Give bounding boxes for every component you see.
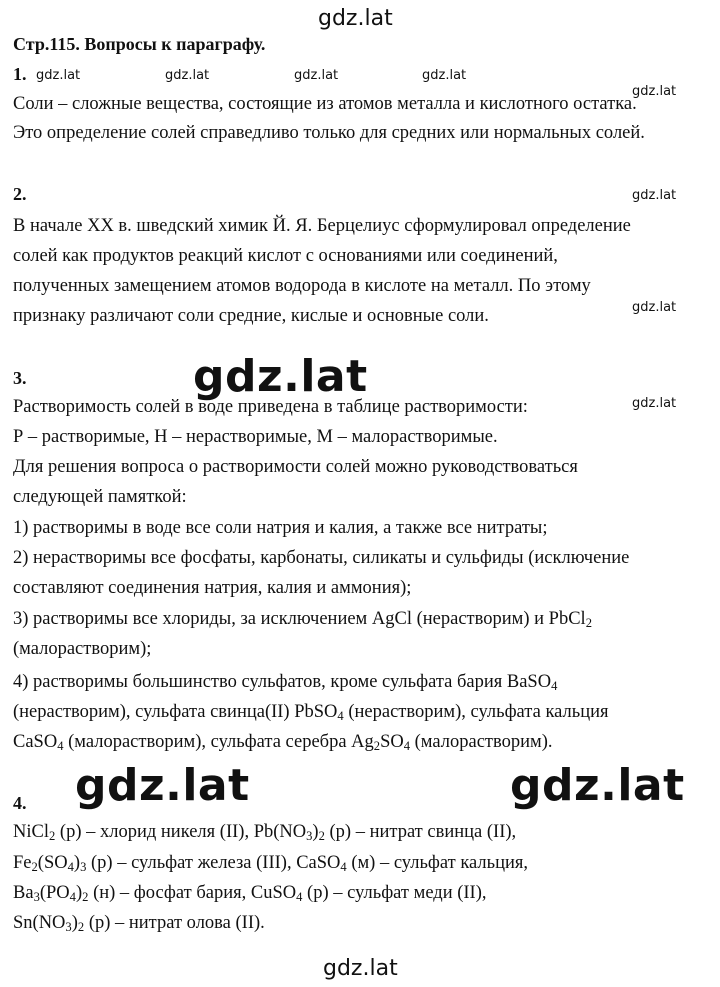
answer-line: 1) растворимы в воде все соли натрия и калия, а также все нитраты; — [13, 518, 548, 538]
answer-line: Это определение солей справедливо только для средних или нормальных солей. — [13, 123, 645, 143]
answer-line: $Ba_3(PO_4)_2$ (н) – фосфат бария, CuSO$_4$ (р) – сульфат меди (II), — [13, 883, 487, 905]
answer-line: (нерастворим), сульфата свинца(II) PbSO$_4$ (нерастворим), сульфата кальция — [13, 702, 609, 724]
answer-line: Р – растворимые, Н – нерастворимые, М – малорастворимые. — [13, 427, 498, 447]
answer-line: солей как продуктов реакций кислот с основаниями или соединений, — [13, 246, 558, 266]
watermark-small: gdz.lat — [632, 188, 677, 203]
answer-line: 2) нерастворимы все фосфаты, карбонаты, силикаты и сульфиды (исключение — [13, 548, 630, 568]
answer-line: 4) растворимы большинство сульфатов, кроме сульфата бария BaSO$_4$ — [13, 672, 558, 694]
watermark-small: gdz.lat — [36, 68, 81, 83]
answer-line: Для решения вопроса о растворимости солей можно руководствоваться — [13, 457, 578, 477]
question-number: 3. — [13, 368, 27, 388]
question-number: 2. — [13, 184, 27, 204]
question-number: 1. — [13, 64, 27, 84]
watermark-small: gdz.lat — [165, 68, 210, 83]
answer-line: составляют соединения натрия, калия и аммония); — [13, 578, 412, 598]
watermark-small: gdz.lat — [632, 300, 677, 315]
watermark-top: gdz.lat — [318, 6, 393, 31]
answer-line: Соли – сложные вещества, состоящие из атомов металла и кислотного остатка. — [13, 94, 637, 114]
answer-line: Растворимость солей в воде приведена в таблице растворимости: — [13, 397, 528, 417]
watermark-large: gdz.lat — [75, 760, 250, 811]
answer-line: признаку различают соли средние, кислые и основные соли. — [13, 306, 489, 326]
watermark-small: gdz.lat — [294, 68, 339, 83]
watermark-bottom: gdz.lat — [323, 956, 398, 981]
answer-line: CaSO$_4$ (малорастворим), сульфата серебра $Ag_2SO_4$ (малорастворим). — [13, 732, 553, 754]
watermark-small: gdz.lat — [632, 396, 677, 411]
watermark-small: gdz.lat — [422, 68, 467, 83]
answer-line: $Sn(NO_3)_2$ (р) – нитрат олова (II). — [13, 913, 265, 935]
watermark-large: gdz.lat — [193, 351, 368, 402]
answer-line: (малорастворим); — [13, 639, 152, 659]
answer-line: следующей памяткой: — [13, 487, 187, 507]
answer-line: $Fe_2(SO_4)_3$ (р) – сульфат железа (III), CaSO$_4$ (м) – сульфат кальция, — [13, 853, 529, 875]
answer-line: В начале XX в. шведский химик Й. Я. Берцелиус сформулировал определение — [13, 216, 631, 236]
answer-line: 3) растворимы все хлориды, за исключением AgCl (нерастворим) и PbCl$_2$ — [13, 609, 592, 631]
answer-line: полученных замещением атомов водорода в кислоте на металл. По этому — [13, 276, 591, 296]
watermark-small: gdz.lat — [632, 84, 677, 99]
question-number: 4. — [13, 793, 27, 813]
watermark-large: gdz.lat — [510, 760, 685, 811]
page-title: Стр.115. Вопросы к параграфу. — [13, 34, 266, 54]
answer-line: NiCl$_2$ (р) – хлорид никеля (II), $Pb(NO_3)_2$ (р) – нитрат свинца (II), — [13, 822, 517, 844]
